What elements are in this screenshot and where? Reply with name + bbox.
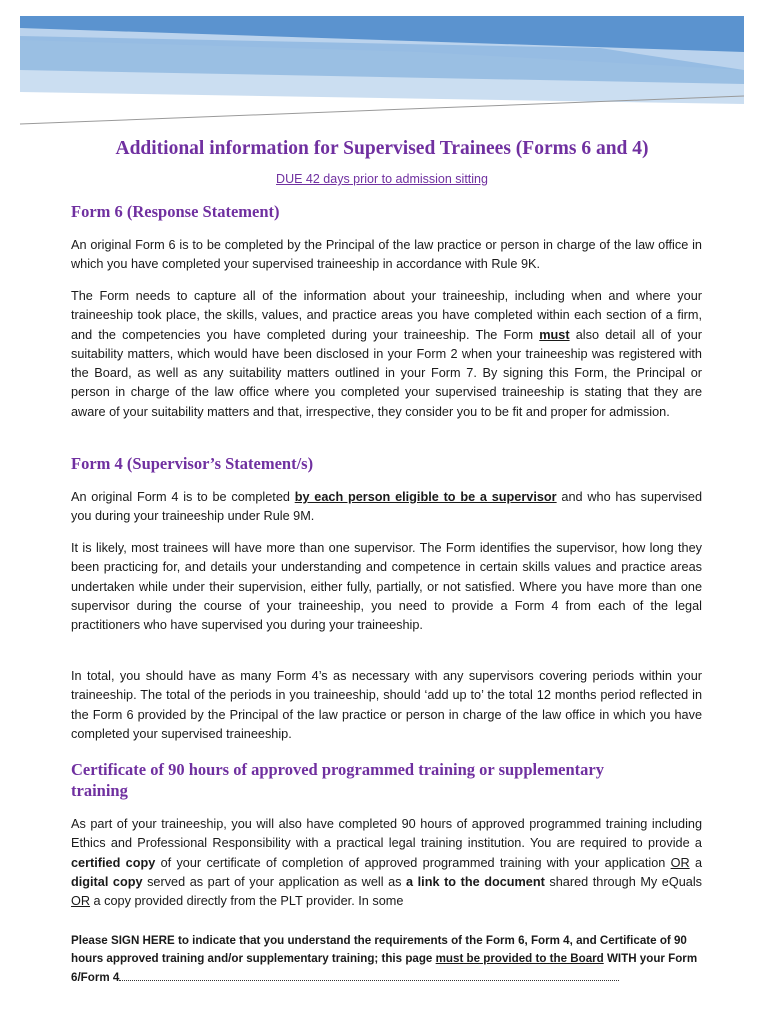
text-run: and who has supervised you during your traineeship under Rule 9M.	[71, 490, 702, 524]
emphasis-must: must	[539, 327, 570, 342]
text-run: WITH your Form 6/Form 4	[71, 952, 698, 984]
text-run: a copy provided directly from the PLT provider. In some	[90, 894, 404, 909]
form4-heading: Form 4 (Supervisor’s Statement/s)	[71, 454, 314, 473]
form6-paragraph-2	[71, 287, 702, 422]
header-banner	[0, 0, 768, 130]
form4-paragraph-3: In total, you should have as many Form 4’s as necessary with any supervisors covering periods within your traineeship. The total of the periods in you traineeship, should ‘add up to’ the total 12 months period reflected in the Form 6 provided by the Principal of the law practice or person in charge of the law office in which you have completed your supervised traineeship.	[71, 669, 702, 741]
text-run: shared through My eQuals	[544, 874, 702, 889]
emphasis-board: must be provided to the Board	[435, 952, 604, 965]
form4-paragraph-1	[71, 488, 702, 527]
banner-rule	[20, 96, 744, 124]
emphasis-certified-copy: certified copy	[71, 855, 156, 870]
text-run: of your certificate of completion of approved programmed training with your application	[155, 855, 671, 870]
form6-paragraph-1: An original Form 6 is to be completed by the Principal of the law practice or person in charge of the law office in which you have completed your supervised traineeship in accordance with Rule 9K.	[71, 238, 702, 272]
certificate-heading: Certificate of 90 hours of approved programmed training or supplementary training	[71, 760, 605, 800]
text-run: also detail all of your suitability matters, which would have been disclosed in your Form 2 when your traineeship was registered with the Board, as well as any suitability matters outlined in your Form 7. By signing this Form, the Principal or person in charge of the law office where you completed your supervised traineeship is stating that they are aware of your suitability matters and that, irrespective, they consider you to be fit and proper for admission.	[71, 327, 702, 419]
certificate-paragraph	[71, 815, 702, 911]
text-run: An original Form 4 is to be completed	[71, 490, 295, 504]
emphasis-digital-copy: digital copy	[71, 874, 143, 889]
sign-off-instruction	[71, 932, 719, 987]
form6-heading: Form 6 (Response Statement)	[71, 202, 280, 221]
form4-paragraph-2: It is likely, most trainees will have more than one supervisor. The Form identifies the supervisor, how long they been practicing for, and details your understanding and competence in certain skills values and practice areas undertaken while under their supervision, either fully, partially, or not satisfied. Where you have more than one supervisor during the course of your traineeship, you need to provide a Form 4 from each of the legal practitioners who have supervised you during your traineeship.	[71, 541, 702, 633]
text-run: Please SIGN HERE to indicate that you understand the requirements of the Form 6, Form 4, and Certificate of 90 hours approved training and/or supplementary training; this page	[71, 934, 687, 965]
emphasis-link: a link to the document	[406, 874, 545, 889]
text-run: served as part of your application as well as	[142, 874, 407, 889]
due-notice: DUE 42 days prior to admission sitting	[276, 172, 488, 186]
page-title: Additional information for Supervised Trainees (Forms 6 and 4)	[115, 138, 649, 159]
emphasis-or: OR	[71, 894, 91, 909]
text-run: As part of your traineeship, you will also have completed 90 hours of approved programmed training including Ethics and Professional Responsibility with a practical legal training institution. You are required to provide a	[71, 817, 702, 851]
emphasis-or: OR	[670, 855, 690, 870]
emphasis-supervisor: by each person eligible to be a supervisor	[294, 490, 557, 504]
text-run: The Form needs to capture all of the information about your traineeship, including when and where your traineeship took place, the skills, values, and practice areas you have completed within each section of a firm, and the competencies you have completed during your traineeship. The Form	[71, 289, 702, 342]
signature-line[interactable]	[119, 968, 619, 981]
text-run: a	[689, 855, 702, 870]
